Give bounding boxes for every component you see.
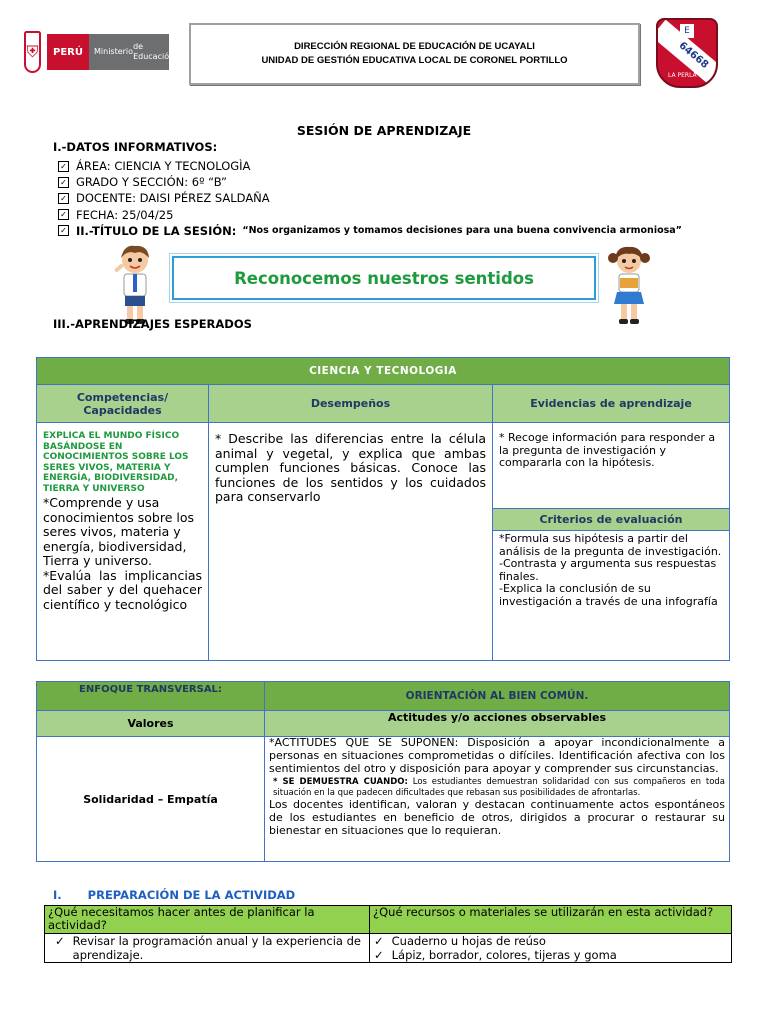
list-item: ✓ GRADO Y SECCIÓN: 6º “B”: [58, 174, 682, 190]
session-title: “Nos organizamos y tomamos decisiones para una buena convivencia armoniosa”: [242, 224, 682, 236]
school-number: 64668: [676, 40, 711, 71]
session-label: II.-TÍTULO DE LA SESIÓN:: [76, 223, 237, 238]
checkbox-icon: ✓: [58, 193, 69, 204]
col-competencias: Competencias/ Capacidades: [37, 385, 209, 423]
actitudes-cell: [265, 737, 730, 862]
preparacion-heading: [53, 888, 321, 902]
desempeno-cell: * Describe las diferencias entre la célula animal y vegetal, y explica que ambas cumplen funciones básicas. Conoce las funciones de los sentidos y los cuidados para conservarlo: [209, 423, 493, 661]
list-item: ✓ FECHA: 25/04/25: [58, 207, 682, 223]
ministry-logo: [24, 28, 175, 76]
datos-list: [58, 158, 682, 239]
demuestra-text: * SE DEMUESTRA CUANDO: Los estudiantes demuestran solidaridad con sus compañeros en toda situación en la que padecen dificultades que rebasan sus posibilidades de afrontarlas.: [273, 777, 726, 799]
checkbox-icon: ✓: [58, 161, 69, 172]
girl-student-icon: [606, 244, 652, 326]
list-item: ✓ Lápiz, borrador, colores, tijeras y goma: [374, 948, 617, 962]
datos-heading: I.-DATOS INFORMATIVOS:: [53, 140, 218, 154]
ministry-line2: de Educación: [133, 42, 175, 61]
valor-cell: Solidaridad – Empatía: [37, 737, 265, 862]
col-recursos: ¿Qué recursos o materiales se utilizarán en esta actividad?: [370, 906, 732, 934]
docentes-text: Los docentes identifican, valoran y destacan continuamente actos espontáneos de los estudiantes en beneficio de otros, dirigidos a procurar o restaurar su bienestar en situaciones que lo requieran.: [269, 798, 725, 837]
peru-label: PERÚ: [47, 34, 89, 70]
checkbox-icon: ✓: [58, 225, 69, 236]
criterio-1: *Formula sus hipótesis a partir del análisis de la pregunta de investigación.: [499, 532, 722, 558]
checkbox-icon: ✓: [58, 177, 69, 188]
checkmark-icon: ✓: [374, 934, 384, 948]
criterios-cell: [493, 531, 730, 661]
recursos-cell: [370, 934, 732, 963]
aprendizajes-heading: III.-APRENDIZAJES ESPERADOS: [53, 317, 252, 331]
session-title-row: [58, 223, 682, 239]
ministry-line1: Ministerio: [94, 47, 134, 56]
list-item: ✓ Revisar la programación anual y la experiencia de aprendizaje.: [55, 934, 361, 962]
col-desempenos: Desempeños: [209, 385, 493, 423]
col-actitudes: Actitudes y/o acciones observables: [265, 711, 730, 737]
page-title: SESIÓN DE APRENDIZAJE: [296, 123, 472, 138]
checkmark-icon: ✓: [55, 934, 65, 948]
boy-student-icon: [112, 244, 158, 326]
criterio-2: -Contrasta y argumenta sus respuestas finales.: [499, 557, 717, 583]
header-line2: UNIDAD DE GESTIÓN EDUCATIVA LOCAL DE CORONEL PORTILLO: [261, 55, 568, 66]
preparacion-title: PREPARACIÓN DE LA ACTIVIDAD: [87, 888, 296, 902]
enfoque-label: ENFOQUE TRANSVERSAL:: [37, 682, 265, 711]
actitudes-text: *ACTITUDES QUE SE SUPONEN: Disposición a apoyar incondicionalmente a personas en situaciones comprometidas o difíciles. Identificación afectiva con los sentimientos del otro y disposición para apoyar y comprender sus circunstancias.: [269, 736, 725, 775]
school-badge-letter: E: [680, 24, 694, 38]
ministry-label: [89, 34, 175, 70]
checkmark-icon: ✓: [374, 948, 384, 962]
competencia-cell: [37, 423, 209, 661]
preparacion-table: [44, 905, 732, 963]
enfoque-value: ORIENTACIÒN AL BIEN COMÚN.: [265, 682, 730, 711]
evidencia-cell: * Recoge información para responder a la pregunta de investigación y compararla con la hipótesis.: [493, 423, 730, 509]
col-antes: ¿Qué necesitamos hacer antes de planificar la actividad?: [45, 906, 370, 934]
competencia-text: EXPLICA EL MUNDO FÍSICO BASÁNDOSE EN CONOCIMIENTOS SOBRE LOS SERES VIVOS, MATERIA Y ENERGÍA, BIODIVERSIDAD, TIERRA Y UNIVERSO: [43, 431, 189, 494]
criterio-3: -Explica la conclusión de su investigación a través de una infografía: [499, 582, 718, 608]
capacidad-1: *Comprende y usa conocimientos sobre los seres vivos, materia y energía, biodiversidad, Tierra y universo.: [43, 495, 194, 568]
school-logo: [656, 18, 718, 88]
criterios-header: Criterios de evaluación: [493, 509, 730, 531]
session-banner: Reconocemos nuestros sentidos: [172, 256, 596, 300]
list-item: ✓ DOCENTE: DAISI PÉREZ SALDAÑA: [58, 190, 682, 206]
enfoque-table: [36, 681, 730, 862]
institution-header: [189, 23, 640, 85]
list-item: ✓ Cuaderno u hojas de reúso: [374, 934, 546, 948]
antes-cell: [45, 934, 370, 963]
capacidad-2: *Evalúa las implicancias del saber y del quehacer científico y tecnológico: [43, 567, 202, 612]
checkbox-icon: ✓: [58, 209, 69, 220]
competencias-table: [36, 357, 730, 661]
col-valores: Valores: [37, 711, 265, 737]
col-evidencias: Evidencias de aprendizaje: [493, 385, 730, 423]
header-line1: DIRECCIÓN REGIONAL DE EDUCACIÓN DE UCAYALI: [294, 41, 535, 52]
school-name: LA PERLA: [668, 72, 697, 79]
peru-shield-icon: ⛨: [24, 31, 41, 73]
preparacion-number: I.: [53, 888, 62, 902]
area-header: CIENCIA Y TECNOLOGIA: [37, 358, 730, 385]
list-item: ✓ ÁREA: CIENCIA Y TECNOLOGÌA: [58, 158, 682, 174]
